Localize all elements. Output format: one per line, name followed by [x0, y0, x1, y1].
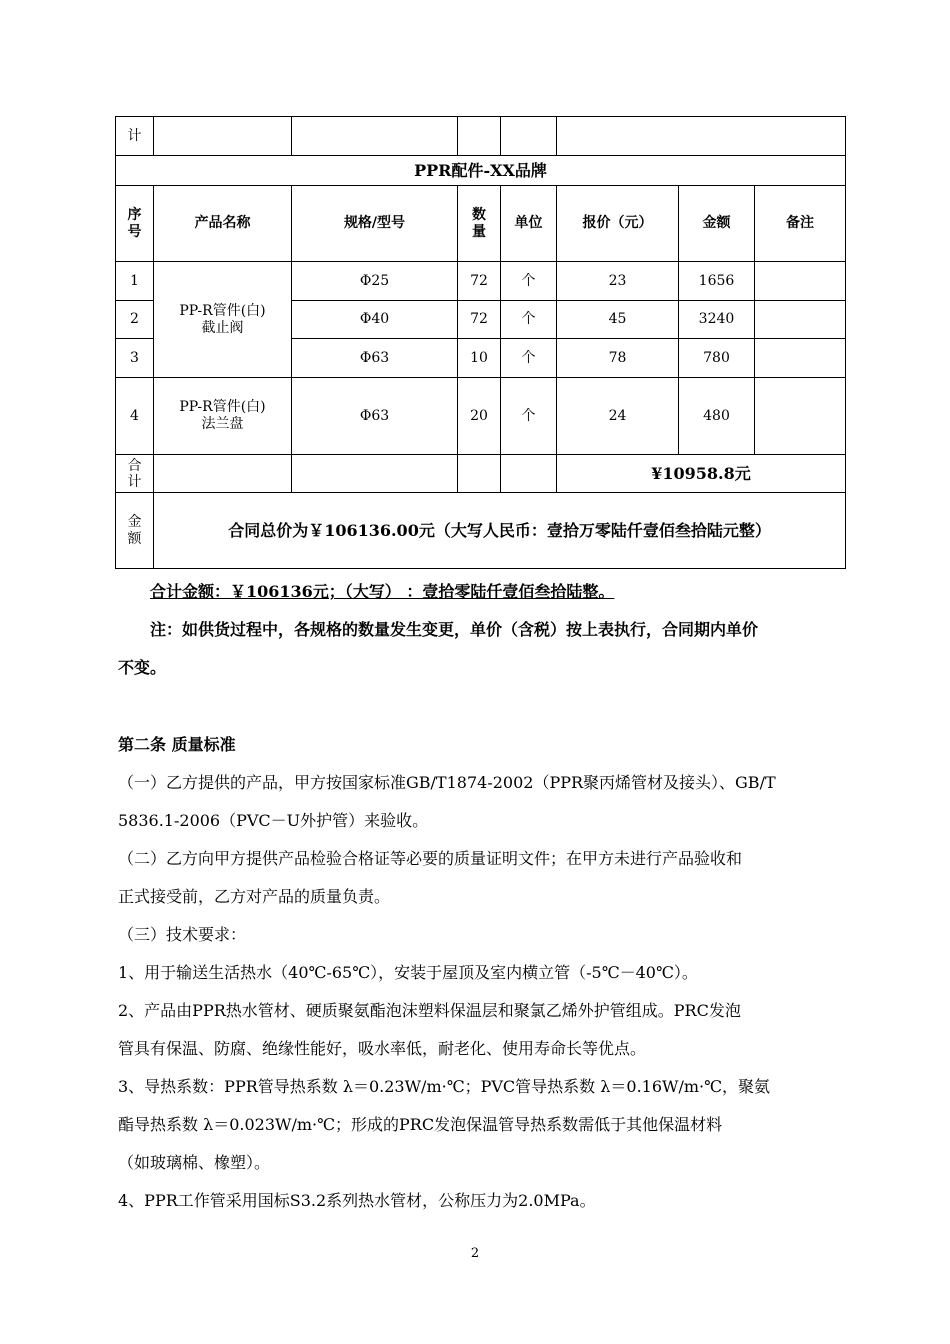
- subtotal-value: ¥10958.8元: [557, 455, 846, 493]
- table-row: [116, 117, 846, 156]
- requirement-3-line-2: 酯导热系数 λ＝0.023W/m·℃；形成的PRC发泡保温管导热系数需低于其他保温材料: [118, 1115, 723, 1134]
- table-row: 2 Φ40 72 个 45 3240: [116, 301, 846, 339]
- contract-total: 合同总价为￥106136.00元（大写人民币：壹拾万零陆仟壹佰叁拾陆元整）: [154, 493, 846, 569]
- total-amount-line: 合计金额：￥106136元；（大写） ：壹拾零陆仟壹佰叁拾陆整。: [150, 582, 615, 601]
- requirement-3-line-1: 3、导热系数：PPR管导热系数 λ＝0.23W/m·℃；PVC管导热系数 λ＝0.16W/m·℃，聚氨: [118, 1077, 771, 1096]
- note-line-1: 注：如供货过程中，各规格的数量发生变更，单价（含税）按上表执行，合同期内单价: [150, 620, 759, 639]
- header-price: 报价（元）: [557, 186, 679, 262]
- subtotal-label: 合 计: [116, 455, 154, 493]
- requirement-4: 4、PPR工作管采用国标S3.2系列热水管材，公称压力为2.0MPa。: [118, 1191, 596, 1210]
- clause-1-line-1: （一）乙方提供的产品，甲方按国家标准GB/T1874-2002（PPR聚丙烯管材及接头）、GB/T: [118, 773, 776, 792]
- header-qty: 数 量: [458, 186, 501, 262]
- product-name-valve: PP-R管件(白) 截止阀: [154, 262, 292, 378]
- subtotal-row: [116, 455, 846, 493]
- carryover-label: 计: [116, 117, 154, 156]
- page-number: 2: [470, 1246, 480, 1261]
- header-spec: 规格/型号: [292, 186, 458, 262]
- requirement-3-line-3: （如玻璃棉、橡塑）。: [118, 1153, 271, 1172]
- table-header-row: [116, 186, 846, 262]
- requirement-2-line-1: 2、产品由PPR热水管材、硬质聚氨酯泡沫塑料保温层和聚氯乙烯外护管组成。PRC发泡: [118, 1001, 741, 1020]
- header-unit: 单位: [501, 186, 557, 262]
- header-note: 备注: [755, 186, 846, 262]
- requirement-2-line-2: 管具有保温、防腐、绝缘性能好，吸水率低，耐老化、使用寿命长等优点。: [118, 1039, 647, 1058]
- table-row: 1 PP-R管件(白) 截止阀 Φ25 72 个 23 1656: [116, 262, 846, 301]
- section-title: 第二条 质量标准: [118, 735, 236, 754]
- total-row: [116, 493, 846, 569]
- table-caption-row: [116, 156, 846, 186]
- header-seq: 序 号: [116, 186, 154, 262]
- total-label: 金 额: [116, 493, 154, 569]
- clause-3: （三）技术要求：: [118, 925, 247, 944]
- table-caption: PPR配件-XX品牌: [116, 156, 846, 186]
- table-row: 3 Φ63 10 个 78 780: [116, 339, 846, 378]
- requirement-1: 1、用于输送生活热水（40℃-65℃），安装于屋顶及室内横立管（-5℃－40℃）。: [118, 963, 698, 982]
- clause-1-line-2: 5836.1-2006（PVC－U外护管）来验收。: [118, 811, 429, 830]
- header-name: 产品名称: [154, 186, 292, 262]
- price-table: [115, 116, 846, 569]
- table-row: 4 PP-R管件(白) 法兰盘 Φ63 20 个 24 480: [116, 378, 846, 455]
- note-line-2: 不变。: [118, 658, 167, 677]
- product-name-flange: PP-R管件(白) 法兰盘: [154, 378, 292, 455]
- clause-2-line-1: （二）乙方向甲方提供产品检验合格证等必要的质量证明文件；在甲方未进行产品验收和: [118, 849, 743, 868]
- header-amount: 金额: [679, 186, 755, 262]
- clause-2-line-2: 正式接受前，乙方对产品的质量负责。: [118, 887, 391, 906]
